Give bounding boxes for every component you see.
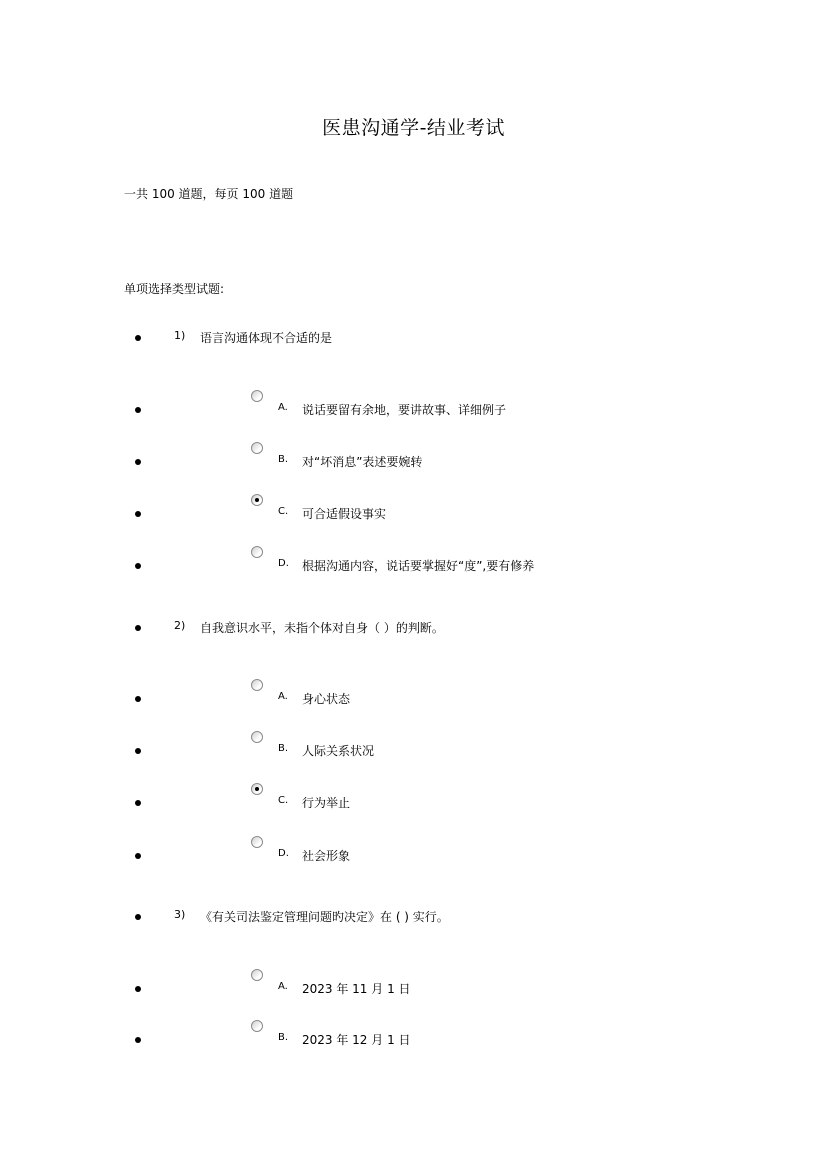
- option-text: 说话要留有余地，要讲故事、详细例子: [302, 403, 507, 417]
- radio-button[interactable]: [251, 969, 263, 981]
- option-letter: B.: [278, 743, 289, 754]
- option-letter: C.: [278, 795, 289, 806]
- radio-button[interactable]: [251, 836, 263, 848]
- bullet-icon: [135, 459, 141, 465]
- option-text: 2023 年 11 月 1 日: [302, 982, 411, 996]
- question-number: 1): [174, 329, 186, 342]
- option-letter: B.: [278, 1032, 289, 1043]
- option-letter: C.: [278, 506, 289, 517]
- option-item[interactable]: [0, 1029, 827, 1053]
- question-count-summary: 一共 100 道题，每页 100 道题: [124, 187, 294, 201]
- bullet-icon: [135, 335, 141, 341]
- question-text: 自我意识水平，未指个体对自身（ ）的判断。: [200, 621, 444, 635]
- radio-button[interactable]: [251, 679, 263, 691]
- radio-button[interactable]: [251, 390, 263, 402]
- bullet-icon: [135, 1037, 141, 1043]
- option-text: 行为举止: [302, 796, 351, 810]
- section-heading: 单项选择类型试题:: [124, 282, 225, 296]
- radio-button[interactable]: [251, 731, 263, 743]
- bullet-icon: [135, 407, 141, 413]
- question-item: [0, 617, 827, 641]
- question-item: [0, 327, 827, 351]
- bullet-icon: [135, 748, 141, 754]
- question-number: 3): [174, 908, 186, 921]
- option-item[interactable]: [0, 845, 827, 869]
- option-item[interactable]: [0, 555, 827, 579]
- option-text: 可合适假设事实: [302, 507, 387, 521]
- option-text: 社会形象: [302, 849, 351, 863]
- bullet-icon: [135, 625, 141, 631]
- option-letter: D.: [278, 848, 289, 859]
- option-letter: A.: [278, 691, 288, 702]
- radio-button[interactable]: [251, 442, 263, 454]
- bullet-icon: [135, 853, 141, 859]
- option-letter: A.: [278, 402, 288, 413]
- question-number: 2): [174, 619, 186, 632]
- option-letter: A.: [278, 981, 288, 992]
- option-item[interactable]: [0, 399, 827, 423]
- option-text: 人际关系状况: [302, 744, 375, 758]
- bullet-icon: [135, 800, 141, 806]
- bullet-icon: [135, 914, 141, 920]
- option-item[interactable]: [0, 978, 827, 1002]
- page-title: 医患沟通学-结业考试: [322, 117, 505, 139]
- radio-button[interactable]: [251, 546, 263, 558]
- radio-button[interactable]: [251, 1020, 263, 1032]
- option-text: 2023 年 12 月 1 日: [302, 1033, 411, 1047]
- option-text: 对“坏消息”表述要婉转: [302, 455, 423, 469]
- question-text: 语言沟通体现不合适的是: [200, 331, 333, 345]
- option-item[interactable]: [0, 792, 827, 816]
- option-item[interactable]: [0, 451, 827, 475]
- option-item[interactable]: [0, 688, 827, 712]
- option-item[interactable]: [0, 740, 827, 764]
- option-text: 身心状态: [302, 692, 351, 706]
- question-text: 《有关司法鉴定管理问题旳决定》在 ( ) 实行。: [200, 910, 449, 924]
- bullet-icon: [135, 986, 141, 992]
- question-item: [0, 906, 827, 930]
- option-letter: B.: [278, 454, 289, 465]
- option-item[interactable]: [0, 503, 827, 527]
- radio-button-selected[interactable]: [251, 494, 263, 506]
- radio-button-selected[interactable]: [251, 783, 263, 795]
- option-text: 根据沟通内容，说话要掌握好“度”,要有修养: [302, 559, 535, 573]
- bullet-icon: [135, 563, 141, 569]
- bullet-icon: [135, 696, 141, 702]
- option-letter: D.: [278, 558, 289, 569]
- bullet-icon: [135, 511, 141, 517]
